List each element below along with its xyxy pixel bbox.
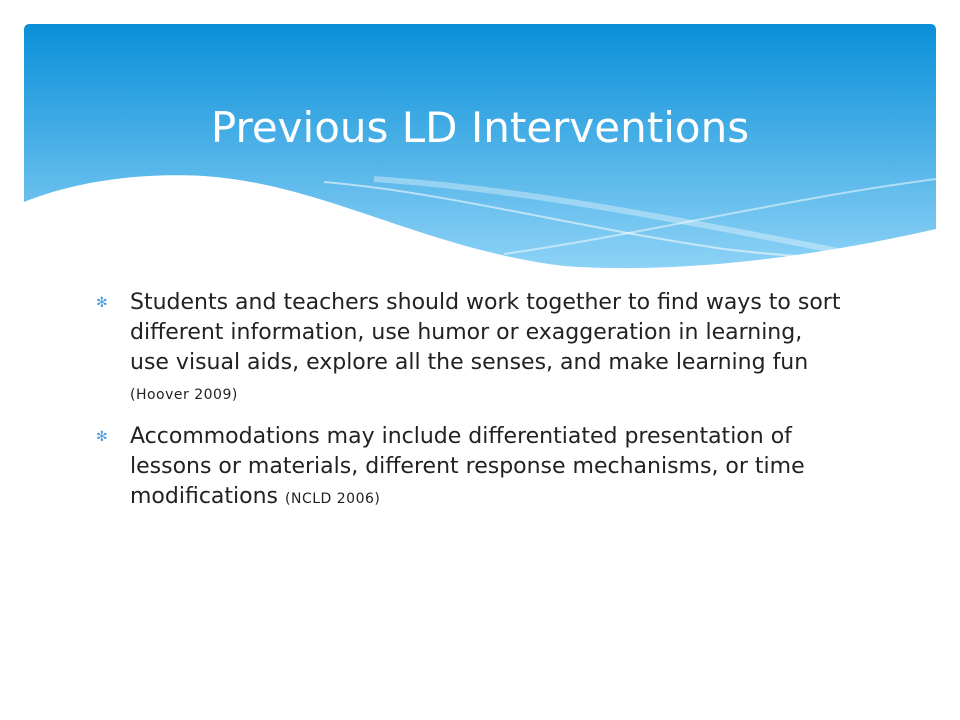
title-banner [24,24,936,274]
citation: (Hoover 2009) [130,387,238,403]
bullet-text: Accommodations may include differentiated presentation of lessons or materials, different response mechanisms, or time modifications [130,424,805,509]
asterisk-bullet-icon: ✻ [96,429,108,445]
bullet-item [96,422,846,514]
citation: (NCLD 2006) [285,491,381,507]
bullet-list [96,288,846,526]
bullet-text: Students and teachers should work together to find ways to sort different information, use humor or exaggeration in learning, use visual aids, explore all the senses, and make learning fun [130,290,841,375]
bullet-item [96,288,846,410]
asterisk-bullet-icon: ✻ [96,295,108,311]
slide-title: Previous LD Interventions [210,103,750,152]
